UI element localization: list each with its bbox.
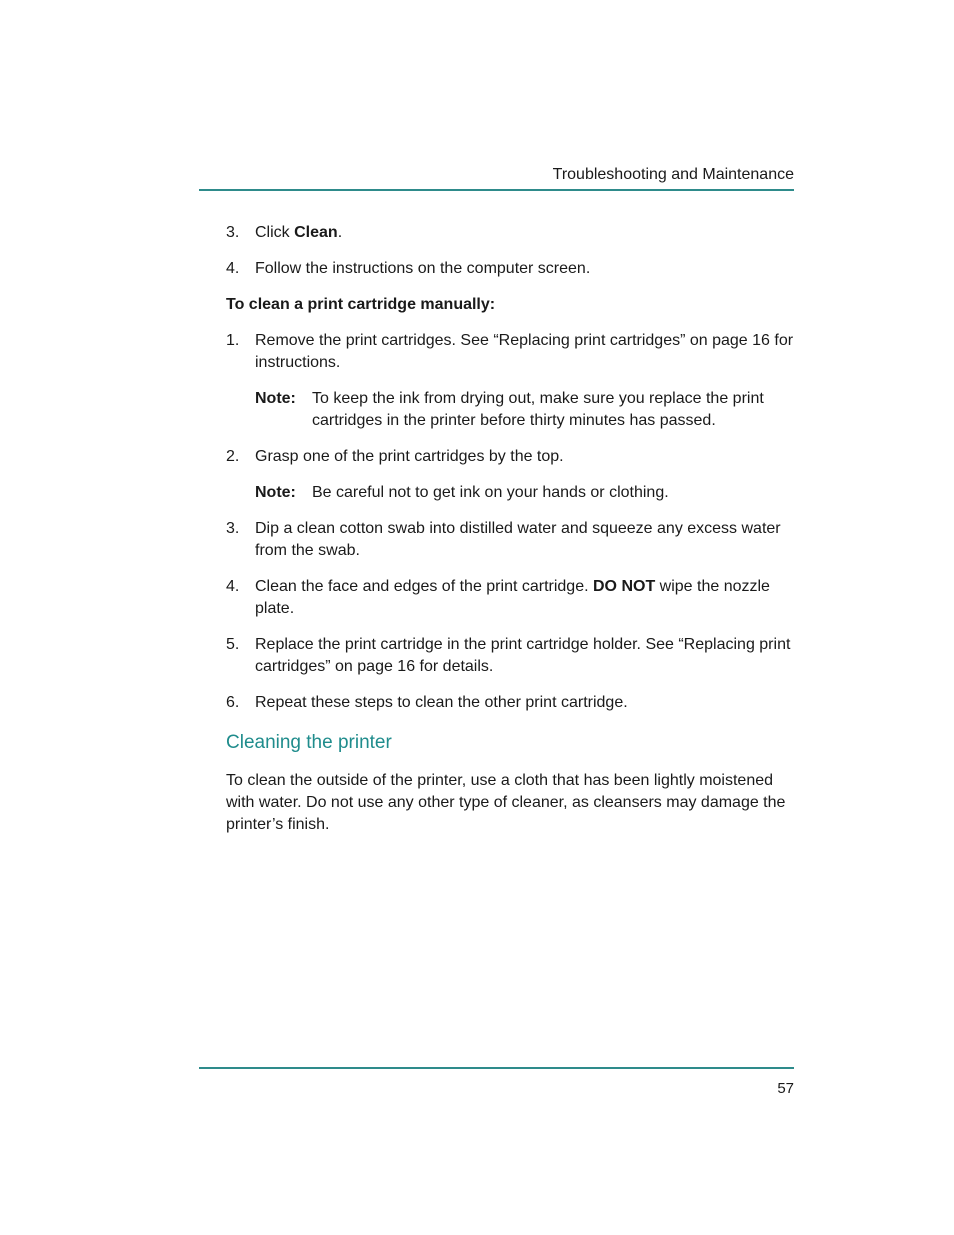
step-number: 1. (226, 332, 240, 349)
step-3-click-clean (226, 222, 798, 244)
note-text: Be careful not to get ink on your hands or clothing. (312, 484, 669, 501)
step-text-post: . (337, 224, 343, 241)
step-6-repeat (226, 692, 798, 714)
step-5-replace-cartridge (226, 634, 798, 678)
step-text: Follow the instructions on the computer screen. (255, 260, 591, 277)
step-text (255, 222, 798, 244)
step-text-bold: Clean (294, 224, 338, 241)
step-number: 6. (226, 694, 240, 711)
page-number: 57 (777, 1080, 794, 1097)
note-ink-drying (255, 388, 798, 432)
step-text: Dip a clean cotton swab into distilled water and squeeze any excess water from the swab. (255, 520, 781, 559)
step-text: Remove the print cartridges. See “Replacing print cartridges” on page 16 for instructions. (255, 332, 794, 371)
step-text (255, 576, 798, 620)
note-text: To keep the ink from drying out, make sure you replace the print cartridges in the printer before thirty minutes has passed. (312, 390, 764, 429)
note-label: Note: (255, 484, 296, 501)
step-text-post: wipe the nozzle plate. (255, 578, 770, 617)
step-1-remove-cartridges (226, 330, 798, 374)
step-text: Grasp one of the print cartridges by the top. (255, 448, 564, 465)
step-text-bold: DO NOT (593, 578, 656, 595)
footer-rule (199, 1067, 794, 1069)
subheading: To clean a print cartridge manually: (226, 296, 496, 313)
header-rule (199, 189, 794, 191)
step-4-clean-face (226, 576, 798, 620)
section-body: To clean the outside of the printer, use a cloth that has been lightly moistened with water. Do not use any other type of cleaner, as cleansers may damage the printer’s finish. (226, 772, 786, 833)
step-number: 3. (226, 224, 240, 241)
note-careful-ink (255, 482, 798, 504)
step-number: 5. (226, 636, 240, 653)
step-2-grasp-cartridge (226, 446, 798, 468)
step-text: Repeat these steps to clean the other print cartridge. (255, 694, 628, 711)
step-number: 3. (226, 520, 240, 537)
step-number: 4. (226, 578, 240, 595)
step-text-pre: Click (255, 224, 295, 241)
step-3-dip-swab (226, 518, 798, 562)
step-number: 4. (226, 260, 240, 277)
step-4-follow-instructions (226, 258, 798, 280)
step-number: 2. (226, 448, 240, 465)
step-text: Replace the print cartridge in the print cartridge holder. See “Replacing print cartridges” on page 16 for details. (255, 636, 791, 675)
note-label: Note: (255, 390, 296, 407)
running-header: Troubleshooting and Maintenance (552, 166, 794, 183)
section-title: Cleaning the printer (226, 732, 392, 753)
step-text-pre: Clean the face and edges of the print cartridge. (255, 578, 593, 595)
page-content (226, 222, 798, 836)
